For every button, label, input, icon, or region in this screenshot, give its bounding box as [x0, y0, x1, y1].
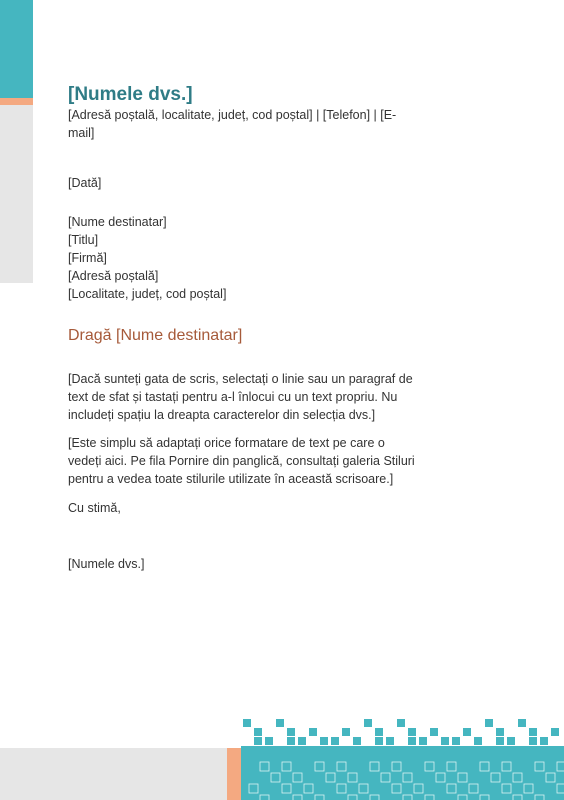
footer-gray-bar — [0, 748, 227, 800]
recipient-block — [68, 213, 418, 303]
recipient-address[interactable]: [Adresă poștală] — [68, 269, 159, 283]
footer-orange-stripe — [227, 748, 241, 800]
sender-contact[interactable]: [Adresă poștală, localitate, județ, cod poștal] | [Telefon] | [E-mail] — [68, 108, 397, 140]
body-paragraph-2[interactable]: [Este simplu să adaptați orice formatare de text pe care o vedeți aici. Pe fila Pornire din panglică, consultați galeria Stiluri pentru a vedea toate stilurile utilizate în această scrisoare.] — [68, 436, 415, 486]
closing[interactable]: Cu stimă, — [68, 501, 121, 515]
letter-body — [68, 84, 418, 573]
body-paragraph-1[interactable]: [Dacă sunteți gata de scris, selectați o linie sau un paragraf de text de sfat și tastați pentru a-l înlocui cu un text propriu. Nu includeți spațiu la dreapta caracterelor din selecția dvs.] — [68, 372, 413, 422]
recipient-company[interactable]: [Firmă] — [68, 251, 107, 265]
side-teal-bar — [0, 0, 33, 98]
letter-date[interactable]: [Dată] — [68, 176, 102, 190]
recipient-name[interactable]: [Nume destinatar] — [68, 215, 167, 229]
recipient-title[interactable]: [Titlu] — [68, 233, 99, 247]
side-gray-bar — [0, 105, 33, 283]
footer-pixel-pattern — [241, 716, 564, 800]
sender-name[interactable]: [Numele dvs.] — [68, 84, 193, 105]
signature[interactable]: [Numele dvs.] — [68, 557, 145, 571]
salutation[interactable]: Dragă [Nume destinatar] — [68, 327, 243, 344]
side-orange-stripe — [0, 98, 33, 105]
recipient-city[interactable]: [Localitate, județ, cod poștal] — [68, 287, 227, 301]
